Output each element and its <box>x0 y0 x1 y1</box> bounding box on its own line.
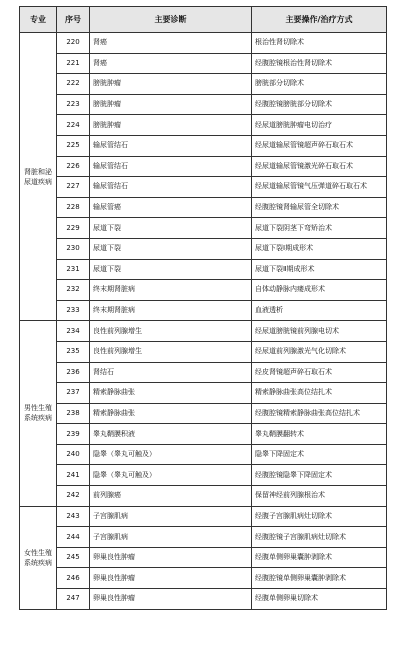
procedure-cell: 经腹腔镜膀胱部分切除术 <box>252 94 387 115</box>
procedure-cell: 自体动静脉内瘘成形术 <box>252 280 387 301</box>
procedure-cell: 精索静脉曲张高位结扎术 <box>252 383 387 404</box>
row-number: 247 <box>57 589 90 610</box>
diagnosis-cell: 膀胱肿瘤 <box>90 94 252 115</box>
procedure-cell: 膀胱部分切除术 <box>252 74 387 95</box>
diagnosis-cell: 尿道下裂 <box>90 238 252 259</box>
row-number: 246 <box>57 568 90 589</box>
table-header <box>20 7 387 33</box>
procedure-cell: 经腹腔镜子宫腺肌病灶切除术 <box>252 527 387 548</box>
table-row <box>20 589 387 610</box>
diagnosis-cell: 终末期肾脏病 <box>90 300 252 321</box>
row-number: 236 <box>57 362 90 383</box>
table-row <box>20 156 387 177</box>
procedure-cell: 保留神经前列腺根治术 <box>252 486 387 507</box>
diagnosis-cell: 膀胱肿瘤 <box>90 74 252 95</box>
row-number: 239 <box>57 424 90 445</box>
row-number: 245 <box>57 547 90 568</box>
diagnosis-cell: 子宫腺肌病 <box>90 527 252 548</box>
diagnosis-cell: 精索静脉曲张 <box>90 403 252 424</box>
table-row <box>20 218 387 239</box>
procedure-cell: 经腹腔镜根治性肾切除术 <box>252 53 387 74</box>
diagnosis-cell: 隐睾（睾丸可触及） <box>90 465 252 486</box>
table-row <box>20 568 387 589</box>
table-row <box>20 321 387 342</box>
diagnosis-cell: 肾癌 <box>90 53 252 74</box>
row-number: 228 <box>57 197 90 218</box>
procedure-cell: 经皮肾镜超声碎石取石术 <box>252 362 387 383</box>
specialty-cell: 男性生殖系统疾病 <box>20 321 57 506</box>
diagnosis-cell: 尿道下裂 <box>90 218 252 239</box>
table-row <box>20 424 387 445</box>
diagnosis-cell: 输尿管结石 <box>90 156 252 177</box>
row-number: 223 <box>57 94 90 115</box>
row-number: 226 <box>57 156 90 177</box>
procedure-cell: 经尿道输尿管镜激光碎石取石术 <box>252 156 387 177</box>
row-number: 229 <box>57 218 90 239</box>
table-row <box>20 341 387 362</box>
diagnosis-cell: 输尿管癌 <box>90 197 252 218</box>
specialty-cell: 女性生殖系统疾病 <box>20 506 57 609</box>
row-number: 243 <box>57 506 90 527</box>
procedure-cell: 经尿道输尿管镜气压弹道碎石取石术 <box>252 177 387 198</box>
diagnosis-cell: 肾结石 <box>90 362 252 383</box>
row-number: 242 <box>57 486 90 507</box>
procedure-cell: 血液透析 <box>252 300 387 321</box>
header-procedure: 主要操作/治疗方式 <box>252 7 387 33</box>
table-row <box>20 506 387 527</box>
procedure-cell: 经腹腔镜隐睾下降固定术 <box>252 465 387 486</box>
diagnosis-cell: 尿道下裂 <box>90 259 252 280</box>
diagnosis-cell: 良性前列腺增生 <box>90 321 252 342</box>
diagnosis-cell: 隐睾（睾丸可触及） <box>90 444 252 465</box>
procedure-cell: 经腹子宫腺肌病灶切除术 <box>252 506 387 527</box>
row-number: 241 <box>57 465 90 486</box>
table-row <box>20 135 387 156</box>
procedure-cell: 根治性肾切除术 <box>252 33 387 54</box>
row-number: 234 <box>57 321 90 342</box>
header-specialty: 专业 <box>20 7 57 33</box>
diagnosis-cell: 子宫腺肌病 <box>90 506 252 527</box>
procedure-table <box>19 6 387 610</box>
row-number: 230 <box>57 238 90 259</box>
table-row <box>20 33 387 54</box>
row-number: 238 <box>57 403 90 424</box>
table-row <box>20 383 387 404</box>
row-number: 235 <box>57 341 90 362</box>
table-row <box>20 362 387 383</box>
row-number: 227 <box>57 177 90 198</box>
diagnosis-cell: 肾癌 <box>90 33 252 54</box>
table-row <box>20 547 387 568</box>
diagnosis-cell: 卵巢良性肿瘤 <box>90 589 252 610</box>
table-row <box>20 53 387 74</box>
row-number: 233 <box>57 300 90 321</box>
table-row <box>20 444 387 465</box>
row-number: 225 <box>57 135 90 156</box>
diagnosis-cell: 输尿管结石 <box>90 135 252 156</box>
table-row <box>20 527 387 548</box>
diagnosis-cell: 睾丸鞘膜积液 <box>90 424 252 445</box>
procedure-cell: 尿道下裂Ⅱ期成形术 <box>252 259 387 280</box>
row-number: 222 <box>57 74 90 95</box>
procedure-cell: 经尿道前列腺激光气化切除术 <box>252 341 387 362</box>
table-row <box>20 403 387 424</box>
procedure-cell: 经腹腔镜单侧卵巢囊肿剥除术 <box>252 568 387 589</box>
procedure-cell: 经腹单侧卵巢切除术 <box>252 589 387 610</box>
table-row <box>20 465 387 486</box>
table-row <box>20 300 387 321</box>
diagnosis-cell: 膀胱肿瘤 <box>90 115 252 136</box>
row-number: 220 <box>57 33 90 54</box>
row-number: 231 <box>57 259 90 280</box>
header-number: 序号 <box>57 7 90 33</box>
header-diagnosis: 主要诊断 <box>90 7 252 33</box>
procedure-cell: 经尿道膀胱镜前列腺电切术 <box>252 321 387 342</box>
procedure-cell: 经尿道输尿管镜超声碎石取石术 <box>252 135 387 156</box>
table-row <box>20 486 387 507</box>
procedure-cell: 尿道下裂阴茎下弯矫治术 <box>252 218 387 239</box>
diagnosis-cell: 输尿管结石 <box>90 177 252 198</box>
table-row <box>20 238 387 259</box>
diagnosis-cell: 卵巢良性肿瘤 <box>90 568 252 589</box>
document-page <box>19 6 386 610</box>
procedure-cell: 隐睾下降固定术 <box>252 444 387 465</box>
row-number: 232 <box>57 280 90 301</box>
table-row <box>20 94 387 115</box>
table-row <box>20 74 387 95</box>
row-number: 244 <box>57 527 90 548</box>
procedure-cell: 经尿道膀胱肿瘤电切治疗 <box>252 115 387 136</box>
specialty-cell: 肾脏和泌尿道疾病 <box>20 33 57 321</box>
row-number: 221 <box>57 53 90 74</box>
table-row <box>20 259 387 280</box>
procedure-cell: 经腹单侧卵巢囊肿剥除术 <box>252 547 387 568</box>
diagnosis-cell: 精索静脉曲张 <box>90 383 252 404</box>
table-row <box>20 280 387 301</box>
diagnosis-cell: 良性前列腺增生 <box>90 341 252 362</box>
table-body <box>20 33 387 610</box>
row-number: 237 <box>57 383 90 404</box>
procedure-cell: 经腹腔镜肾输尿管全切除术 <box>252 197 387 218</box>
row-number: 224 <box>57 115 90 136</box>
diagnosis-cell: 卵巢良性肿瘤 <box>90 547 252 568</box>
table-row <box>20 177 387 198</box>
table-row <box>20 197 387 218</box>
diagnosis-cell: 前列腺癌 <box>90 486 252 507</box>
diagnosis-cell: 终末期肾脏病 <box>90 280 252 301</box>
procedure-cell: 经腹腔镜精索静脉曲张高位结扎术 <box>252 403 387 424</box>
procedure-cell: 睾丸鞘膜翻转术 <box>252 424 387 445</box>
procedure-cell: 尿道下裂Ⅰ期成形术 <box>252 238 387 259</box>
table-row <box>20 115 387 136</box>
row-number: 240 <box>57 444 90 465</box>
